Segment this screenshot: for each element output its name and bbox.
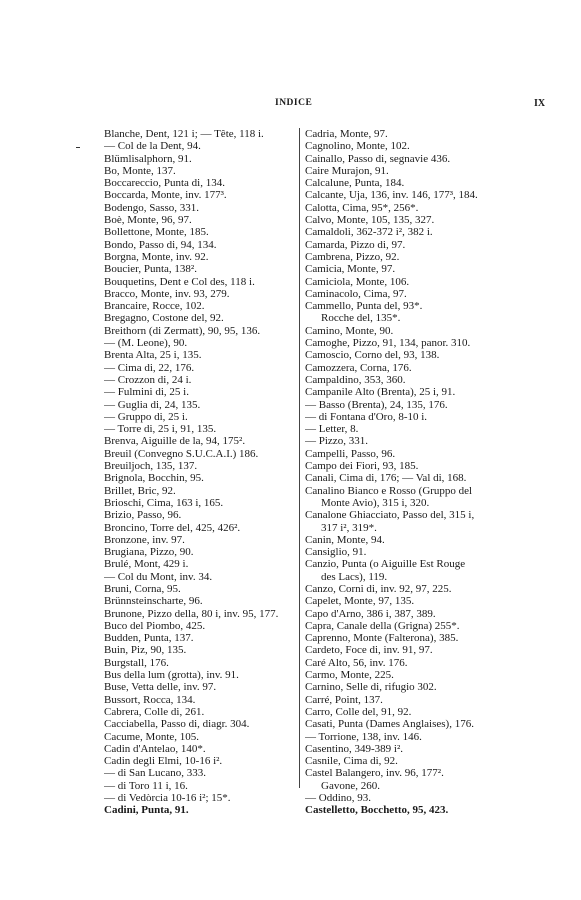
index-entry: Campaldino, 353, 360.: [305, 373, 406, 386]
index-entry: Capelet, Monte, 97, 135.: [305, 595, 415, 608]
index-entry: Cadin d'Antelao, 140*.: [104, 742, 206, 755]
index-entry: Camino, Monte, 90.: [305, 324, 394, 337]
index-entry: — Col de la Dent, 94.: [104, 140, 201, 153]
index-entry: Casentino, 349-389 i².: [305, 742, 404, 755]
index-entry: Caminacolo, Cima, 97.: [305, 287, 407, 300]
index-entry: Blümlisalphorn, 91.: [104, 152, 192, 165]
index-entry: Buco del Piombo, 425.: [104, 619, 206, 632]
index-entry: Burgstall, 176.: [104, 656, 169, 669]
page-number: IX: [534, 98, 546, 109]
index-entry: Breuil (Convegno S.U.C.A.I.) 186.: [104, 447, 259, 460]
index-entry: Boucier, Punta, 138².: [104, 263, 197, 276]
index-entry: Bracco, Monte, inv. 93, 279.: [104, 287, 230, 300]
index-entry: — di Toro 11 i, 16.: [104, 779, 188, 792]
index-entry: Bondo, Passo di, 94, 134.: [104, 238, 217, 251]
index-entry: Calcalune, Punta, 184.: [305, 177, 405, 190]
index-entry: Bregagno, Costone del, 92.: [104, 312, 224, 325]
index-entry: Canzo, Corni di, inv. 92, 97, 225.: [305, 582, 452, 595]
index-entry: Borgna, Monte, inv. 92.: [104, 250, 209, 263]
index-entry: Canin, Monte, 94.: [305, 533, 385, 546]
column-divider: [299, 128, 300, 788]
index-entry: Casati, Punta (Dames Anglaises), 176.: [305, 718, 474, 731]
index-entry: Canali, Cima di, 176; — Val di, 168.: [305, 472, 467, 485]
margin-mark: [76, 147, 80, 148]
index-entry: Boè, Monte, 96, 97.: [104, 214, 192, 227]
index-entry: Buin, Piz, 90, 135.: [104, 644, 187, 657]
index-entry: Budden, Punta, 137.: [104, 632, 194, 645]
index-entry: Campo dei Fiori, 93, 185.: [305, 460, 419, 473]
index-entry: — Fulmini di, 25 i.: [104, 386, 189, 399]
index-entry: Cammello, Punta del, 93*.: [305, 300, 423, 313]
index-entry: Campelli, Passo, 96.: [305, 447, 396, 460]
index-entry: Bouquetins, Dent e Col des, 118 i.: [104, 275, 255, 288]
index-entry: — (M. Leone), 90.: [104, 337, 188, 350]
index-entry: Calcante, Uja, 136, inv. 146, 177³, 184.: [305, 189, 478, 202]
index-entry: — di Fontana d'Oro, 8-10 i.: [305, 410, 428, 423]
page-header: [0, 98, 581, 114]
running-title: INDICE: [275, 98, 313, 108]
index-entry: — Guglia di, 24, 135.: [104, 398, 201, 411]
index-entry: — Torrione, 138, inv. 146.: [305, 730, 422, 743]
index-entry: Caire Murajon, 91.: [305, 164, 389, 177]
index-entry: Boccarda, Monte, inv. 177³.: [104, 189, 227, 202]
index-entry: — Col du Mont, inv. 34.: [104, 570, 213, 583]
index-entry: Bruni, Corna, 95.: [104, 582, 181, 595]
index-entry: Capra, Canale della (Grigna) 255*.: [305, 619, 460, 632]
index-entry: Caprenno, Monte (Falterona), 385.: [305, 632, 459, 645]
index-entry: Capo d'Arno, 386 i, 387, 389.: [305, 607, 436, 620]
index-entry: Canalone Ghiacciato, Passo del, 315 i,: [305, 509, 475, 522]
index-entry: Brünnsteinscharte, 96.: [104, 595, 203, 608]
index-entry: Brenva, Aiguille de la, 94, 175².: [104, 435, 246, 448]
index-entry: Camozzera, Corna, 176.: [305, 361, 412, 374]
index-entry: — Crozzon di, 24 i.: [104, 373, 192, 386]
index-entry: Calotta, Cima, 95*, 256*.: [305, 201, 419, 214]
index-entry: Castelletto, Bocchetto, 95, 423.: [305, 804, 449, 817]
index-entry: Cacume, Monte, 105.: [104, 730, 200, 743]
index-entry: des Lacs), 119.: [321, 570, 388, 583]
index-entry: Carro, Colle del, 91, 92.: [305, 705, 412, 718]
index-entry: Cainallo, Passo di, segnavie 436.: [305, 152, 451, 165]
index-entry: 317 i², 319*.: [321, 521, 377, 534]
index-entry: Cabrera, Colle di, 261.: [104, 705, 205, 718]
index-entry: Campanile Alto (Brenta), 25 i, 91.: [305, 386, 456, 399]
index-entry: — Cima di, 22, 176.: [104, 361, 195, 374]
index-entry: Camoghe, Pizzo, 91, 134, panor. 310.: [305, 337, 471, 350]
index-column-left: [104, 128, 299, 817]
index-column-right: [305, 128, 535, 817]
index-entry: Cadini, Punta, 91.: [104, 804, 189, 817]
index-entry: Carnino, Selle di, rifugio 302.: [305, 681, 437, 694]
index-entry: Cadria, Monte, 97.: [305, 128, 388, 140]
index-entry: Breuiljoch, 135, 137.: [104, 460, 198, 473]
index-entry: Calvo, Monte, 105, 135, 327.: [305, 214, 435, 227]
index-entry: Brignola, Bocchin, 95.: [104, 472, 204, 485]
index-entry: Brizio, Passo, 96.: [104, 509, 182, 522]
index-entry: Breithorn (di Zermatt), 90, 95, 136.: [104, 324, 261, 337]
index-entry: Cagnolino, Monte, 102.: [305, 140, 410, 153]
index-entry: Canalino Bianco e Rosso (Gruppo del: [305, 484, 473, 497]
index-entry: Monte Avio), 315 i, 320.: [321, 496, 430, 509]
index-entry: — di Vedòrcia 10-16 i²; 15*.: [104, 792, 231, 805]
index-entry: Bus della lum (grotta), inv. 91.: [104, 669, 239, 682]
index-entry: Cambrena, Pizzo, 92.: [305, 250, 400, 263]
index-entry: Cadin degli Elmi, 10-16 i².: [104, 755, 223, 768]
index-entry: Bodengo, Sasso, 331.: [104, 201, 200, 214]
index-entry: Gavone, 260.: [321, 779, 380, 792]
index-entry: Brioschi, Cima, 163 i, 165.: [104, 496, 224, 509]
index-entry: Bussort, Rocca, 134.: [104, 693, 196, 706]
index-entry: Camiciola, Monte, 106.: [305, 275, 410, 288]
index-entry: Rocche del, 135*.: [321, 312, 401, 325]
index-entry: Camaldoli, 362-372 i², 382 i.: [305, 226, 433, 239]
index-entry: — Basso (Brenta), 24, 135, 176.: [305, 398, 448, 411]
index-entry: Broncino, Torre del, 425, 426².: [104, 521, 241, 534]
index-entry: Bronzone, inv. 97.: [104, 533, 185, 546]
index-entry: Camarda, Pizzo di, 97.: [305, 238, 406, 251]
index-entry: Brillet, Bric, 92.: [104, 484, 176, 497]
index-entry: Canzio, Punta (o Aiguille Est Rouge: [305, 558, 466, 571]
index-entry: — di San Lucano, 333.: [104, 767, 207, 780]
index-entry: Brulé, Mont, 429 i.: [104, 558, 189, 571]
index-entry: — Gruppo di, 25 i.: [104, 410, 188, 423]
index-entry: Casnile, Cima di, 92.: [305, 755, 398, 768]
index-entry: Cansiglio, 91.: [305, 546, 367, 559]
index-entry: Brunone, Pizzo della, 80 i, inv. 95, 177.: [104, 607, 279, 620]
index-entry: Buse, Vetta delle, inv. 97.: [104, 681, 217, 694]
index-entry: — Oddino, 93.: [305, 792, 371, 805]
index-entry: Camicia, Monte, 97.: [305, 263, 396, 276]
index-entry: Boccareccio, Punta di, 134.: [104, 177, 225, 190]
index-entry: Bo, Monte, 137.: [104, 164, 176, 177]
index-entry: Bollettone, Monte, 185.: [104, 226, 209, 239]
index-entry: Brenta Alta, 25 i, 135.: [104, 349, 202, 362]
index-entry: — Torre di, 25 i, 91, 135.: [104, 423, 217, 436]
index-entry: Castel Balangero, inv. 96, 177².: [305, 767, 444, 780]
index-entry: Caré Alto, 56, inv. 176.: [305, 656, 408, 669]
index-entry: Cacciabella, Passo di, diagr. 304.: [104, 718, 250, 731]
index-entry: Brancaire, Rocce, 102.: [104, 300, 205, 313]
index-entry: Blanche, Dent, 121 i; — Tête, 118 i.: [104, 128, 264, 140]
index-entry: — Pizzo, 331.: [305, 435, 368, 448]
index-entry: Carmo, Monte, 225.: [305, 669, 394, 682]
index-entry: Brugiana, Pizzo, 90.: [104, 546, 194, 559]
index-entry: — Letter, 8.: [305, 423, 359, 436]
index-entry: Carré, Point, 137.: [305, 693, 383, 706]
index-entry: Cardeto, Foce di, inv. 91, 97.: [305, 644, 433, 657]
index-entry: Camoscio, Corno del, 93, 138.: [305, 349, 440, 362]
